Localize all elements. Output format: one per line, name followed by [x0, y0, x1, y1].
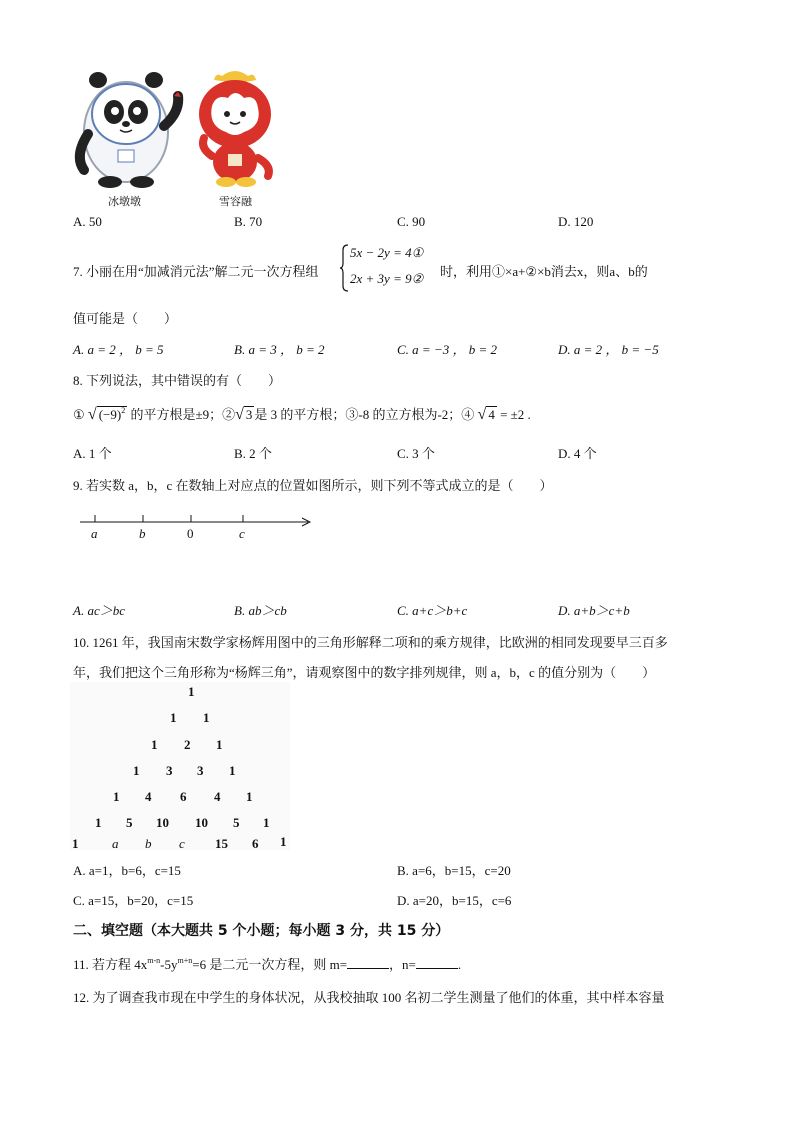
q11-part1: 11. 若方程 4x: [73, 957, 148, 972]
q8-s4-text: = ±2 .: [500, 407, 531, 422]
q7-option-a[interactable]: A. a = 2 ， b = 5: [73, 342, 164, 357]
q10-option-a[interactable]: A. a=1，b=6，c=15: [73, 863, 181, 878]
tri-r1-c1: 1: [203, 710, 210, 725]
tri-r4-c3: 4: [214, 789, 221, 804]
q8-option-d[interactable]: D. 4 个: [558, 446, 597, 461]
mascot-label-left: 冰墩墩: [108, 196, 141, 208]
q9-option-d[interactable]: D. a+b＞c+b: [558, 603, 630, 618]
q11-part3: =6 是二元一次方程，则 m=: [192, 957, 348, 972]
q11-part5: .: [457, 957, 462, 972]
tri-r2-c2: 1: [216, 737, 223, 752]
q8-stem: 8. 下列说法，其中错误的有（ ）: [73, 373, 282, 388]
q8-s1-exponent: 2: [121, 406, 126, 415]
q10-option-d[interactable]: D. a=20，b=15，c=6: [397, 893, 512, 908]
mascot-bingdundun-image: [70, 66, 188, 190]
q8-s2-sqrt-icon: √: [235, 406, 244, 423]
q8-option-c[interactable]: C. 3 个: [397, 446, 435, 461]
q8-statements: [73, 404, 531, 424]
q9-option-a[interactable]: A. ac＞bc: [73, 603, 125, 618]
q9-stem: 9. 若实数 a，b，c 在数轴上对应点的位置如图所示，则下列不等式成立的是（ ）: [73, 478, 553, 493]
tri-r3-c0: 1: [133, 763, 140, 778]
q8-s1-mark: ①: [73, 407, 85, 422]
q10-stem-line2: 年，我们把这个三角形称为“杨辉三角”，请观察图中的数字排列规律，则 a，b，c 的值分别为（ ）: [73, 665, 656, 680]
q11-part2: -5y: [160, 957, 178, 972]
tri-r6-c2: b: [145, 836, 152, 851]
q8-s4-radicand: 4: [488, 407, 495, 422]
tri-r5-c0: 1: [95, 815, 102, 830]
tri-r0-c0: 1: [188, 684, 195, 699]
number-line-label-a: a: [91, 526, 98, 541]
q8-option-a[interactable]: A. 1 个: [73, 446, 112, 461]
q12-stem: 12. 为了调查我市现在中学生的身体状况，从我校抽取 100 名初二学生测量了他们的体重，其中样本容量: [73, 990, 665, 1005]
q8-option-b[interactable]: B. 2 个: [234, 446, 272, 461]
q8-s4-sqrt-icon: √: [477, 406, 487, 423]
q10-option-c[interactable]: C. a=15，b=20，c=15: [73, 893, 194, 908]
q7-stem-after: 时，利用①×a+②×b消去x，则a、b的: [440, 264, 648, 279]
tri-r1-c0: 1: [170, 710, 177, 725]
q8-s1-text: 的平方根是±9；②: [130, 407, 236, 422]
tri-r5-c5: 1: [263, 815, 270, 830]
tri-r3-c3: 1: [229, 763, 236, 778]
q11-blank-m[interactable]: [347, 956, 389, 969]
q9-option-c[interactable]: C. a+c＞b+c: [397, 603, 468, 618]
q8-s1-radicand: (−9): [98, 407, 122, 422]
q10-stem-line1: 10. 1261 年，我国南宋数学家杨辉用图中的三角形解释二项和的乘方规律，比欧洲的相同发现要早三百多: [73, 635, 668, 650]
q7-option-d[interactable]: D. a = 2 ， b = −5: [558, 342, 659, 357]
q7-stem-line2: 值可能是（ ）: [73, 311, 178, 326]
section-2-title: 二、填空题（本大题共 5 个小题；每小题 3 分，共 15 分）: [73, 923, 450, 939]
tri-r2-c1: 2: [184, 737, 191, 752]
tri-r5-c4: 5: [233, 815, 240, 830]
q6-option-c[interactable]: C. 90: [397, 214, 426, 229]
q7-option-b[interactable]: B. a = 3 ， b = 2: [234, 342, 325, 357]
tri-r6-c3: c: [179, 836, 185, 851]
q8-s2-radicand: 3: [245, 407, 253, 422]
q7-option-c[interactable]: C. a = −3 ， b = 2: [397, 342, 497, 357]
tri-r5-c2: 10: [156, 815, 169, 830]
tri-r4-c1: 4: [145, 789, 152, 804]
tri-r6-c6: 1: [280, 834, 287, 849]
tri-r6-c5: 6: [252, 836, 259, 851]
tri-r5-c1: 5: [126, 815, 133, 830]
tri-r6-c4: 15: [215, 836, 228, 851]
q11-part4: ，n=: [389, 957, 416, 972]
q6-option-a[interactable]: A. 50: [73, 214, 102, 229]
q7-brace: [339, 244, 349, 296]
tri-r4-c0: 1: [113, 789, 120, 804]
tri-r4-c2: 6: [180, 789, 187, 804]
tri-r6-c0: 1: [72, 836, 79, 851]
q6-option-b[interactable]: B. 70: [234, 214, 263, 229]
number-line-label-c: c: [239, 526, 245, 541]
q10-option-b[interactable]: B. a=6，b=15，c=20: [397, 863, 511, 878]
q11-blank-n[interactable]: [416, 956, 458, 969]
tri-r3-c1: 3: [166, 763, 173, 778]
q8-s1-sqrt-icon: √: [87, 406, 97, 423]
tri-r6-c1: a: [112, 836, 119, 851]
tri-r4-c4: 1: [246, 789, 253, 804]
tri-r5-c3: 10: [195, 815, 208, 830]
mascot-shuey-rhon-rhon-image: [192, 66, 278, 190]
q7-equation-1: 5x − 2y = 4①: [350, 245, 424, 260]
yang-hui-triangle: [70, 682, 290, 850]
q9-option-b[interactable]: B. ab＞cb: [234, 603, 287, 618]
tri-r3-c2: 3: [197, 763, 204, 778]
q7-equation-2: 2x + 3y = 9②: [350, 271, 424, 286]
q6-option-d[interactable]: D. 120: [558, 214, 594, 229]
mascot-label-right: 雪容融: [219, 196, 252, 208]
number-line-label-zero: 0: [187, 526, 194, 541]
number-line: [80, 510, 320, 544]
q11-exponent-1: m-n: [147, 956, 161, 965]
q11-exponent-2: m+n: [177, 956, 193, 965]
q7-stem-before: 7. 小丽在用“加减消元法”解二元一次方程组: [73, 264, 319, 279]
number-line-label-b: b: [139, 526, 146, 541]
q8-s2-text: 是 3 的平方根；③-8 的立方根为-2；④: [254, 407, 475, 422]
tri-r2-c0: 1: [151, 737, 158, 752]
q11-stem: [73, 954, 461, 973]
